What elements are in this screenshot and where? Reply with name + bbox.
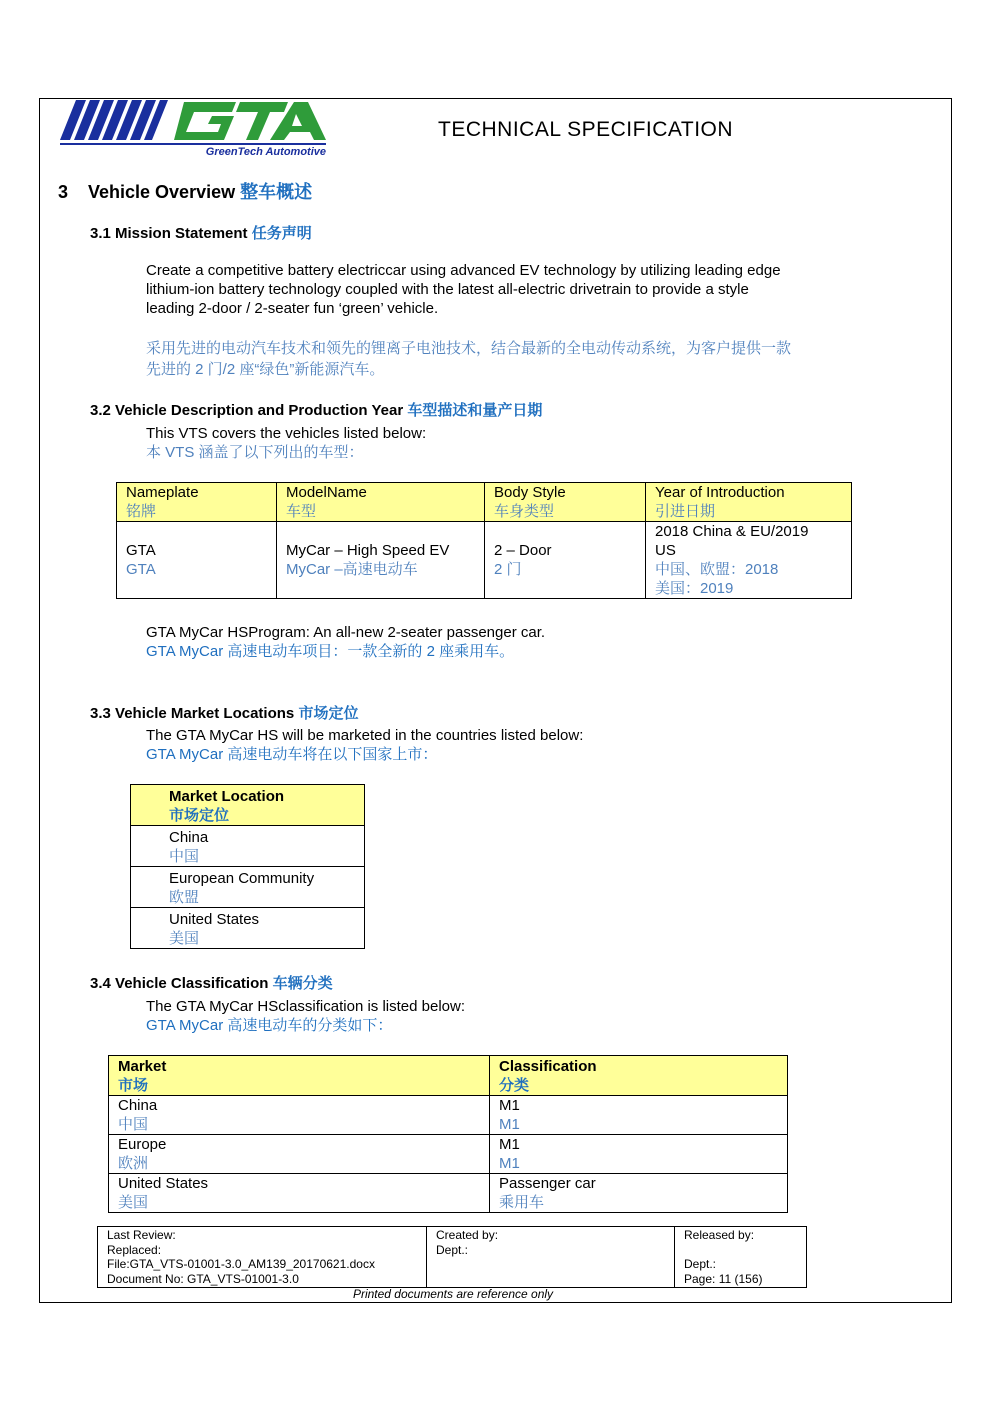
program-cn: GTA MyCar 高速电动车项目：一款全新的 2 座乘用车。 (146, 643, 515, 660)
heading-en: 3.1 Mission Statement (90, 225, 248, 242)
created-by: Created by: (436, 1228, 499, 1242)
classification-table (108, 1055, 788, 1213)
table-header-row (117, 483, 852, 522)
header-cell: Nameplate 铭牌 (117, 483, 277, 522)
heading-cn: 车辆分类 (272, 975, 333, 992)
released-by: Released by: (684, 1228, 755, 1242)
heading-en: 3.3 Vehicle Market Locations (90, 705, 295, 722)
header-cell: ModelName 车型 (277, 483, 485, 522)
document-title: TECHNICAL SPECIFICATION (438, 118, 734, 141)
logo-subtext: GreenTech Automotive (205, 146, 326, 156)
text-line: lithium-ion battery technology coupled with the latest all-electric drivetrain to provide a style (146, 281, 749, 298)
cell: M1 M1 (490, 1135, 788, 1174)
s34-intro (146, 997, 465, 1035)
table-row (131, 908, 365, 949)
heading-cn: 市场定位 (298, 705, 359, 722)
cell: Europe 欧洲 (109, 1135, 490, 1174)
s32-intro (146, 424, 426, 462)
cell: China 中国 (109, 1096, 490, 1135)
subsection-3-3-heading (90, 702, 358, 723)
footer-review-cell (98, 1227, 427, 1288)
dept: Dept.: (436, 1242, 469, 1257)
heading-cn: 任务声明 (251, 225, 312, 242)
mission-paragraph-cn (146, 338, 791, 380)
cell: 2 – Door 2 门 (485, 522, 646, 599)
cell: Passenger car 乘用车 (490, 1174, 788, 1213)
table-header-row (131, 785, 365, 826)
intro-en: The GTA MyCar HSclassification is listed below: (146, 998, 465, 1015)
dept: Dept.: (684, 1257, 717, 1271)
section-number: 3 (58, 182, 69, 202)
table-row (131, 826, 365, 867)
header-cell: Market Location 市场定位 (131, 785, 365, 826)
subsection-3-4-heading (90, 972, 333, 993)
cell: United States 美国 (131, 908, 365, 949)
last-review: Last Review: (107, 1228, 176, 1242)
heading-cn: 车型描述和量产日期 (407, 402, 543, 419)
cell: United States 美国 (109, 1174, 490, 1213)
intro-cn: GTA MyCar 高速电动车的分类如下： (146, 1017, 393, 1034)
market-table (130, 784, 365, 949)
cell: MyCar – High Speed EV MyCar –高速电动车 (277, 522, 485, 599)
cell: European Community 欧盟 (131, 867, 365, 908)
intro-en: This VTS covers the vehicles listed below: (146, 425, 427, 442)
table-row (109, 1174, 788, 1213)
header-cell: Year of Introduction 引进日期 (646, 483, 852, 522)
program-en: GTA MyCar HSProgram: An all-new 2-seater passenger car. (146, 624, 546, 641)
cell: 2018 China & EU/2019 US 中国、欧盟：2018 美国：2019 (646, 522, 852, 599)
subsection-3-1-heading (90, 222, 312, 243)
s33-intro (146, 726, 583, 764)
table-row (109, 1135, 788, 1174)
table-row (117, 522, 852, 599)
document-number: Document No: GTA_VTS-01001-3.0 (107, 1271, 299, 1286)
cell: M1 M1 (490, 1096, 788, 1135)
footer-released-cell (675, 1227, 807, 1288)
table-header-row (109, 1056, 788, 1096)
header-cell: Body Style 车身类型 (485, 483, 646, 522)
mission-paragraph-en (146, 261, 781, 318)
text-line: 采用先进的电动汽车技术和领先的锂离子电池技术，结合最新的全电动传动系统，为客户提供一款 (146, 340, 792, 357)
heading-en: 3.2 Vehicle Description and Production Year (90, 402, 404, 419)
printed-notice: Printed documents are reference only (352, 1287, 554, 1301)
header-cell: Market 市场 (109, 1056, 490, 1096)
section-title-cn: 整车概述 (240, 182, 313, 202)
gta-logo (58, 100, 330, 156)
intro-cn: GTA MyCar 高速电动车将在以下国家上市： (146, 746, 438, 763)
text-line: leading 2-door / 2-seater fun ‘green’ vehicle. (146, 300, 439, 317)
vehicle-table (116, 482, 852, 599)
intro-en: The GTA MyCar HS will be marketed in the countries listed below: (146, 727, 584, 744)
table-row (131, 867, 365, 908)
program-description (146, 623, 545, 661)
replaced: Replaced: (107, 1242, 162, 1257)
table-row (109, 1096, 788, 1135)
heading-en: 3.4 Vehicle Classification (90, 975, 269, 992)
subsection-3-2-heading (90, 399, 542, 420)
cell: GTA GTA (117, 522, 277, 599)
header-cell: Classification 分类 (490, 1056, 788, 1096)
section-heading (58, 178, 312, 204)
cell: China 中国 (131, 826, 365, 867)
file-name: File:GTA_VTS-01001-3.0_AM139_20170621.docx (107, 1257, 375, 1271)
page-number: Page: 11 (156) (684, 1271, 763, 1286)
intro-cn: 本 VTS 涵盖了以下列出的车型： (146, 444, 364, 461)
footer-created-cell (427, 1227, 675, 1288)
text-line: 先进的 2 门/2 座“绿色”新能源汽车。 (146, 361, 385, 378)
footer-table (97, 1226, 807, 1288)
section-title-en: Vehicle Overview (88, 182, 236, 202)
text-line: Create a competitive battery electriccar using advanced EV technology by utilizing leading edge (146, 262, 781, 279)
